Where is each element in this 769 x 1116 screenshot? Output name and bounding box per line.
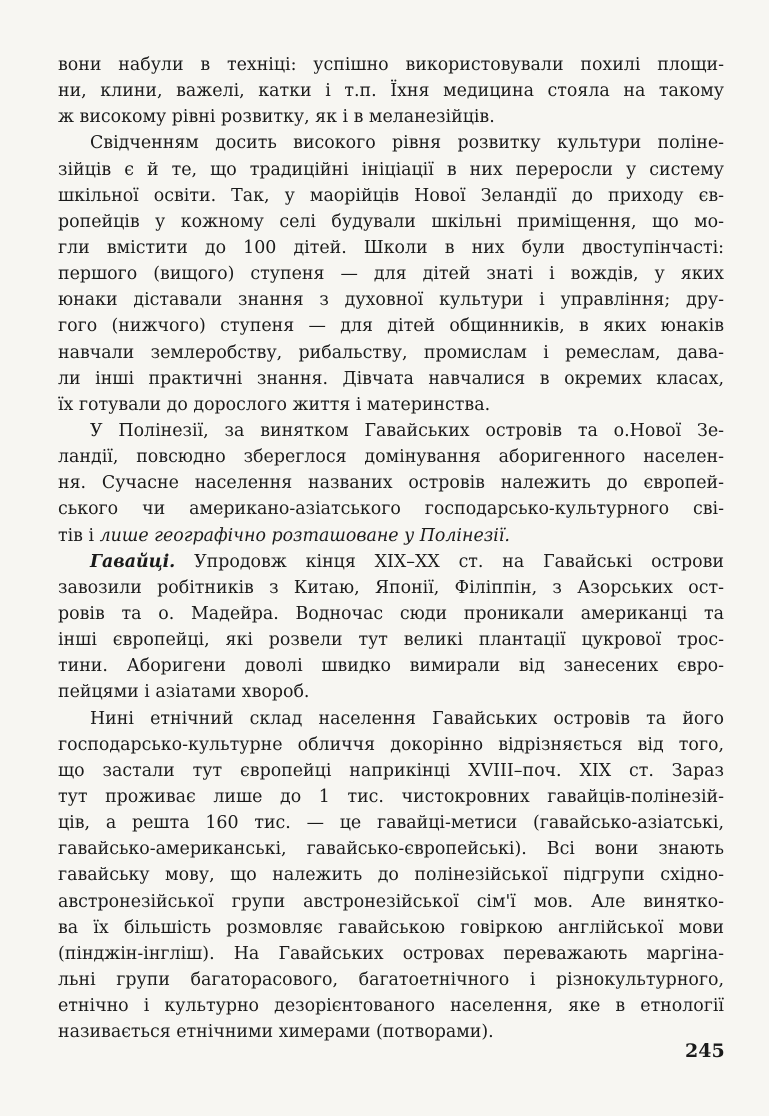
text-line: (пінджін-інгліш). На Гавайських островах переважають маргіна- [58,943,724,964]
text-line: ж високому рівні розвитку, як і в меланезійців. [58,107,495,128]
text-line: тини. Аборигени доволі швидко вимирали від занесених євро- [58,656,724,677]
paragraph-3 [58,418,724,549]
body-text [58,52,724,1045]
text-line [58,549,724,575]
text-line: гого (нижчого) ступеня — для дітей общинників, в яких юнаків [58,316,724,337]
paragraph-1 [58,52,724,130]
text-line: господарсько-культурне обличчя докорінно відрізняється від того, [58,734,724,755]
text-line: що застали тут європейці наприкінці XVIII–поч. XIX ст. Зараз [58,760,724,781]
page-number: 245 [685,1040,725,1062]
text-line: ли інші практичні знання. Дівчата навчалися в окремих класах, [58,368,724,389]
text-line: юнаки діставали знання з духовної культури і управління; дру- [58,290,724,311]
text-line: ського чи американо-азіатського господарсько-культурного сві- [58,499,724,520]
paragraph-5 [58,706,724,1046]
section-heading: Гавайці. [90,551,176,572]
text-line: завозили робітників з Китаю, Японії, Філіппін, з Азорських ост- [58,577,724,598]
text-line: вони набули в техніці: успішно використовували похилі площи- [58,55,724,75]
text-line: ропейців у кожному селі будували шкільні приміщення, що мо- [58,211,724,232]
text-line: називається етнічними химерами (потворами). [58,1022,494,1043]
paragraph-2 [58,130,724,418]
text-line: інші європейці, які розвели тут великі плантації цукрової трос- [58,630,724,651]
text-line: гавайську мову, що належить до полінезійської підгрупи східно- [58,865,724,886]
text-plain: тів і [58,525,100,546]
text-line: льні групи багаторасового, багатоетнічного і різнокультурного, [58,969,724,990]
text-line: шкільної освіти. Так, у маорійців Нової Зеландії до приходу єв- [58,185,724,206]
text-line: тут проживає лише до 1 тис. чистокровних гавайців-полінезій- [58,786,724,807]
text-line: ландії, повсюдно збереглося домінування аборигенного населен- [58,447,724,468]
text-line: ня. Сучасне населення названих островів належить до європей- [58,473,724,494]
text-line: Нині етнічний склад населення Гавайських островів та його [90,708,724,729]
text-line: австронезійської групи австронезійської сім'ї мов. Але винятко- [58,891,724,912]
text-line: навчали землеробству, рибальству, промислам і ремеслам, дава- [58,342,724,363]
text-line: першого (вищого) ступеня — для дітей знаті і вождів, у яких [58,264,724,285]
paragraph-hawaiians [58,549,724,706]
text-line: Свідченням досить високого рівня розвитку культури поліне- [90,133,724,154]
text-plain: Упродовж кінця ХІХ–ХХ ст. на Гавайські острови [175,551,724,572]
text-line: пейцями і азіатами хвороб. [58,682,310,703]
emphasis-text: лише географічно розташоване у Полінезії. [99,525,510,546]
text-line: етнічно і культурно дезорієнтованого населення, яке в етнології [58,996,724,1017]
text-line: гли вмістити до 100 дітей. Школи в них були двоступінчасті: [58,237,724,258]
text-line: зійців є й те, що традиційні ініціації в них переросли у систему [58,159,724,180]
text-line: ни, клини, важелі, катки і т.п. Їхня медицина стояла на такому [58,81,724,102]
text-line: ців, а решта 160 тис. — це гавайці-метиси (гавайсько-азіатські, [58,813,724,834]
text-line: їх готували до дорослого життя і материнства. [58,394,491,415]
text-line: гавайсько-американські, гавайсько-європейські). Всі вони знають [58,839,724,860]
text-line [58,523,724,549]
text-line: ва їх більшість розмовляє гавайською говіркою англійської мови [58,917,724,938]
text-line: ровів та о. Мадейра. Водночас сюди проникали американці та [58,603,724,624]
text-line: У Полінезії, за винятком Гавайських островів та о.Нової Зе- [90,420,724,441]
